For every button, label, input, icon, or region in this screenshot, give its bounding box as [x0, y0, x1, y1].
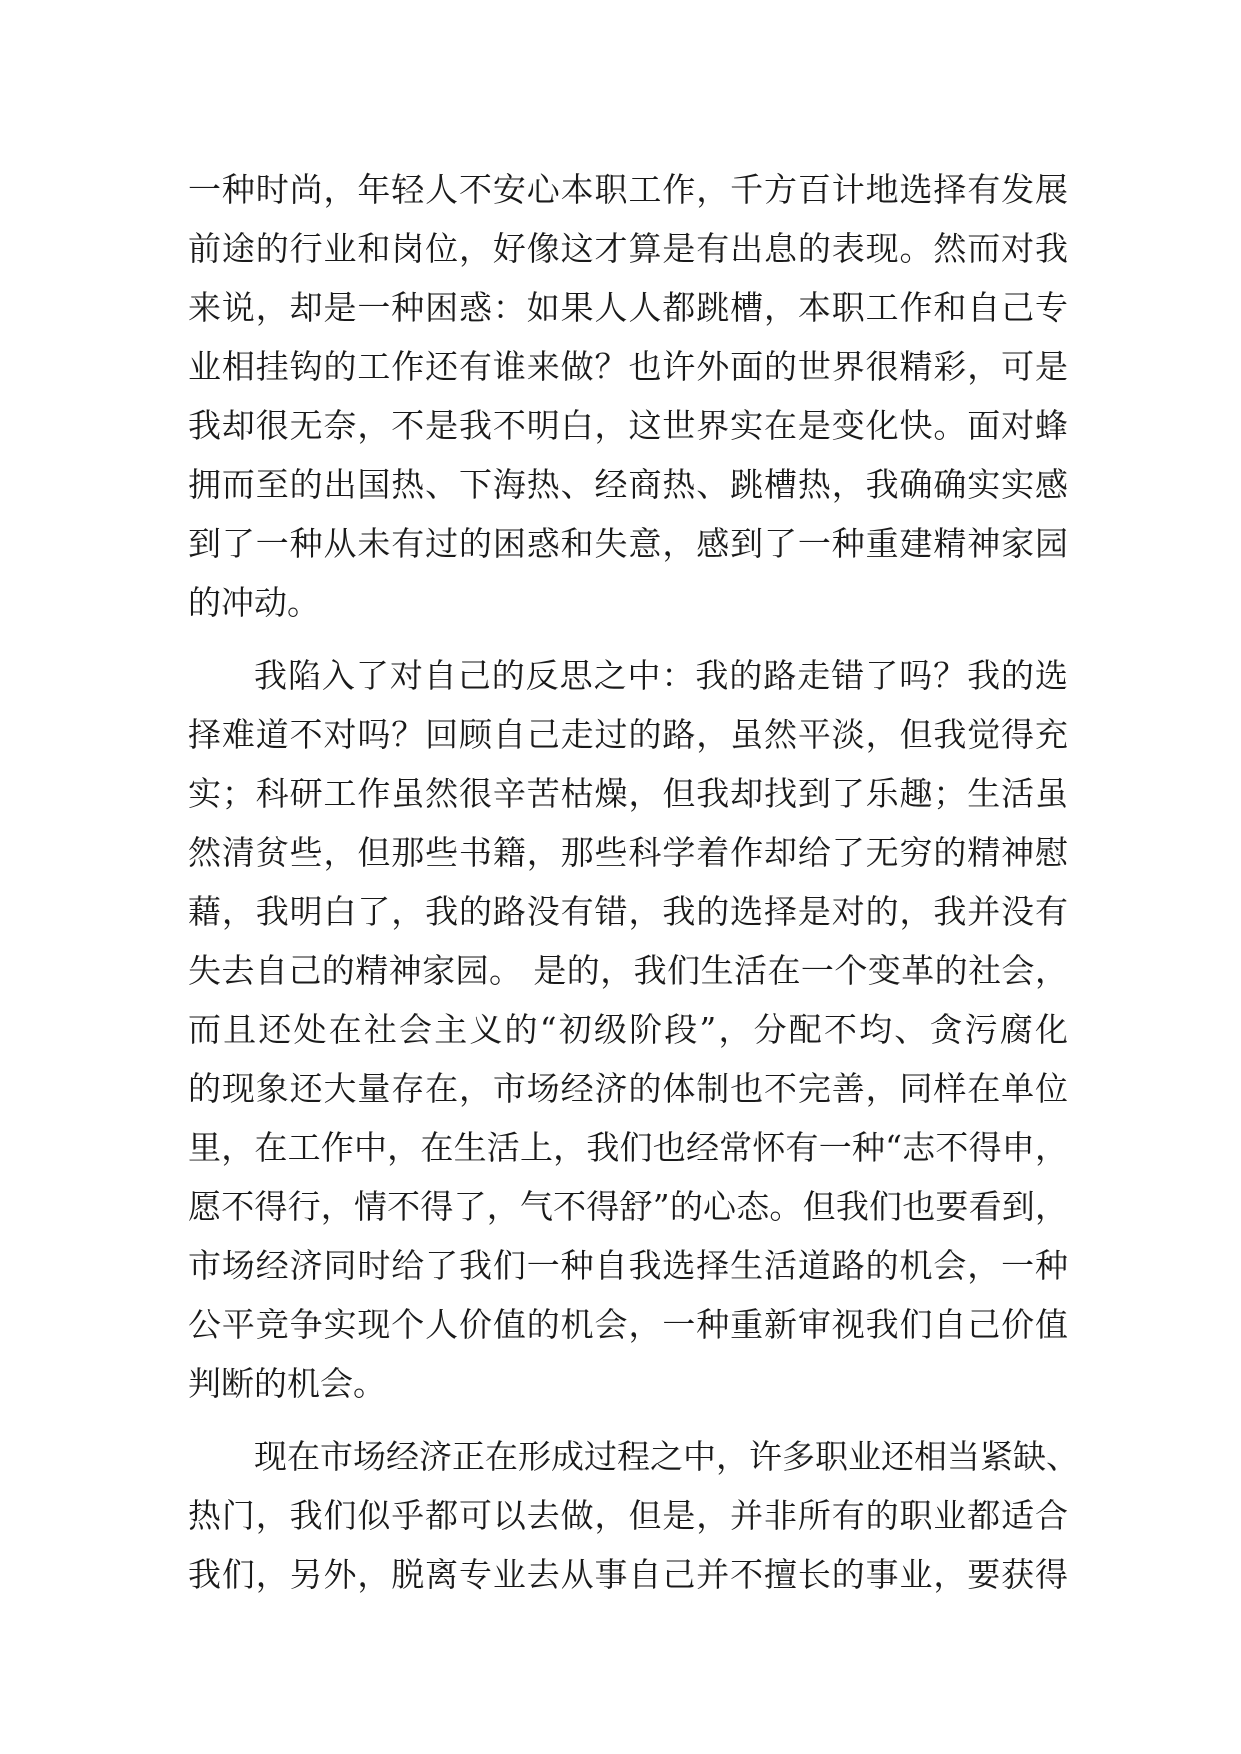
- text-line: 判断的机会。: [188, 1364, 386, 1403]
- paragraph-gap: [188, 632, 1068, 646]
- text-line: 择难道不对吗？回顾自己走过的路，虽然平淡，但我觉得充: [188, 715, 1068, 754]
- paragraph-gap: [188, 1413, 1068, 1427]
- text-line: 到了一种从未有过的困惑和失意，感到了一种重建精神家园: [188, 524, 1068, 563]
- text-line: 失去自己的精神家园。 是的，我们生活在一个变革的社会，: [188, 951, 1068, 990]
- text-line: 实；科研工作虽然很辛苦枯燥，但我却找到了乐趣；生活虽: [188, 774, 1068, 813]
- text-line: 我们，另外，脱离专业去从事自己并不擅长的事业，要获得: [188, 1555, 1068, 1594]
- paragraph-3: [188, 1427, 1079, 1604]
- text-line: 市场经济同时给了我们一种自我选择生活道路的机会，一种: [188, 1246, 1068, 1285]
- text-line: 一种时尚，年轻人不安心本职工作，千方百计地选择有发展: [188, 170, 1068, 209]
- text-line: 的现象还大量存在，市场经济的体制也不完善，同样在单位: [188, 1069, 1068, 1108]
- text-line: 然清贫些，但那些书籍，那些科学着作却给了无穷的精神慰: [188, 833, 1068, 872]
- text-line: 热门，我们似乎都可以去做，但是，并非所有的职业都适合: [188, 1496, 1068, 1535]
- paragraph-2: [188, 646, 1068, 1413]
- text-line: 藉，我明白了，我的路没有错，我的选择是对的，我并没有: [188, 892, 1068, 931]
- text-line: 现在市场经济正在形成过程之中，许多职业还相当紧缺、: [254, 1437, 1079, 1476]
- text-line: 我却很无奈，不是我不明白，这世界实在是变化快。面对蜂: [188, 406, 1068, 445]
- text-line: 前途的行业和岗位，好像这才算是有出息的表现。然而对我: [188, 229, 1068, 268]
- document-body: [188, 160, 1079, 1604]
- text-line: 公平竞争实现个人价值的机会，一种重新审视我们自己价值: [188, 1305, 1068, 1344]
- text-line: 来说，却是一种困惑：如果人人都跳槽，本职工作和自己专: [188, 288, 1068, 327]
- text-line: 的冲动。: [188, 583, 320, 622]
- text-line: 我陷入了对自己的反思之中：我的路走错了吗？我的选: [254, 656, 1068, 695]
- text-line: 业相挂钩的工作还有谁来做？也许外面的世界很精彩，可是: [188, 347, 1068, 386]
- text-line: 拥而至的出国热、下海热、经商热、跳槽热，我确确实实感: [188, 465, 1068, 504]
- paragraph-1: [188, 160, 1068, 632]
- text-line: 愿不得行，情不得了，气不得舒”的心态。但我们也要看到，: [188, 1187, 1068, 1226]
- text-line: 而且还处在社会主义的“初级阶段”，分配不均、贪污腐化: [188, 1010, 1068, 1049]
- text-line: 里，在工作中，在生活上，我们也经常怀有一种“志不得申，: [188, 1128, 1068, 1167]
